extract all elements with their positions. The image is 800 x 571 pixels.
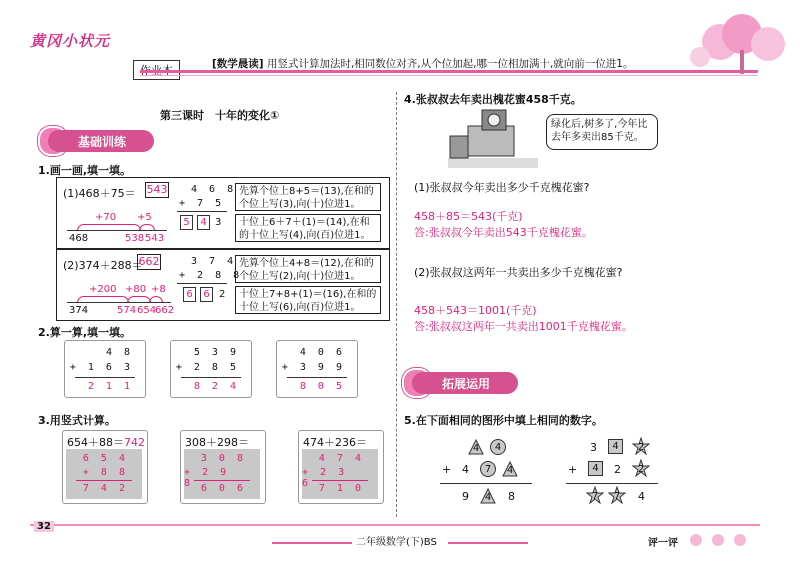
q5r-r1-sq: 4	[612, 441, 619, 452]
q3-expr: 654＋88＝	[67, 436, 124, 449]
q3-top: 6 5 4	[82, 453, 128, 464]
q5l-r1-tri: 4	[472, 443, 480, 454]
q2-add: + 3 9 9	[281, 362, 345, 373]
q3-top: 4 7 4	[318, 453, 364, 464]
q1b-line-end: 662	[155, 305, 175, 316]
q5r-r3-s1: 7	[591, 491, 599, 502]
q1a-line-mid: 538	[125, 233, 145, 244]
q5-left-puzzle	[440, 436, 540, 506]
q1b-r2: 6	[200, 287, 213, 302]
q1a-vert-top: 4 6 8	[191, 184, 237, 195]
q1a-expr: (1)468＋75＝	[63, 187, 136, 200]
q3-result: 6 0 6	[200, 483, 246, 494]
q1-title: 1.画一画,填一填。	[38, 164, 132, 177]
q4-sub2: (2)张叔叔这两年一共卖出多少千克槐花蜜?	[414, 266, 623, 279]
q3-result: 7 4 2	[82, 483, 128, 494]
footer-rule	[30, 524, 760, 526]
q1b-expr: (2)374＋288＝	[63, 259, 143, 272]
q1b-arc3-label: +8	[151, 284, 166, 295]
q1b-vert-top: 3 7 4	[191, 256, 237, 267]
q2-sum-line	[75, 377, 135, 378]
q3-expr-row	[67, 434, 145, 450]
q2-top: 4 8	[105, 347, 133, 358]
q3-card	[298, 430, 384, 504]
column-divider	[396, 92, 397, 517]
q5-right-puzzle	[566, 436, 666, 506]
footer-line-left	[272, 542, 352, 544]
q1b-box	[56, 249, 390, 321]
header-rule	[140, 70, 758, 73]
q1b-line-mid2: 654	[137, 305, 157, 316]
footer-center: 二年级数学(下)BS	[356, 537, 437, 548]
q3-expr: 474＋236＝	[303, 436, 367, 449]
q5r-r3-num: 4	[638, 490, 645, 503]
q2-sum-line	[287, 377, 347, 378]
q1a-number-line	[67, 230, 167, 231]
q5r-r3-s2: 7	[613, 491, 621, 502]
q3-answer: 742	[124, 436, 145, 449]
q5l-r2-num: 4	[462, 463, 469, 476]
q3-work-area	[66, 449, 142, 499]
q1b-note2: 十位上7+8+(1)＝(16),在和的十位上写(6),向(百)位进1。	[235, 286, 381, 314]
q2-title: 2.算一算,填一填。	[38, 326, 132, 339]
q1a-vert-line	[177, 211, 227, 212]
speech-bubble: 绿化后,树多了,今年比去年多卖出85千克。	[546, 114, 658, 150]
q5l-r2-tri: 4	[506, 465, 514, 476]
q3-sum-line	[312, 480, 368, 481]
q1a-r2: 4	[197, 215, 210, 230]
q1a-line-start: 468	[69, 233, 89, 244]
beekeeper-illustration-icon	[448, 106, 538, 170]
q2-card	[170, 340, 252, 398]
q3-add: + 8 8	[82, 467, 128, 478]
tree-decoration-icon	[680, 12, 790, 74]
footer-line-right	[448, 542, 528, 544]
q1a-r3: 3	[215, 217, 222, 228]
q3-result: 7 1 0	[318, 483, 364, 494]
q1a-note2: 十位上6＋7＋(1)＝(14),在和的十位上写(4),向(百)位进1。	[235, 214, 381, 242]
q1a-r1: 5	[180, 215, 193, 230]
q1a-arc1-label: +70	[95, 212, 117, 223]
section-tag: 拓展运用	[412, 372, 518, 394]
q5r-sum-line	[566, 483, 658, 484]
q5l-r2-plus: +	[442, 463, 452, 476]
q2-sum-line	[181, 377, 241, 378]
q1b-vert-add: + 2 8 8	[179, 270, 243, 281]
q3-work-area	[184, 449, 260, 499]
q1a-answer: 543	[146, 183, 168, 196]
q1b-arc1-label: +200	[89, 284, 117, 295]
q5l-r3-b: 8	[508, 490, 515, 503]
q2-card	[276, 340, 358, 398]
q5l-r1-circ: 4	[494, 442, 502, 453]
q5r-r2-num: 2	[614, 463, 621, 476]
q3-add: + 2 9 8	[184, 467, 230, 489]
q2-add: + 1 6 3	[69, 362, 133, 373]
q2-result: 8 2 4	[193, 381, 239, 392]
q3-top: 3 0 8	[200, 453, 246, 464]
q1b-vert-line	[177, 283, 227, 284]
brand-logo: 黄冈小状元	[30, 32, 111, 50]
q4-sub1-eq: 458＋85＝543(千克)	[414, 210, 523, 223]
q4-sub2-eq: 458＋543＝1001(千克)	[414, 304, 537, 317]
q3-sum-line	[194, 480, 250, 481]
page-number: 32	[34, 521, 54, 532]
q5r-r1-num: 3	[590, 441, 597, 454]
q5r-r2-star: 2	[637, 464, 645, 475]
footer-rating: 评一评	[648, 538, 678, 549]
q1a-box	[56, 177, 390, 249]
q1b-number-line	[67, 302, 171, 303]
header-rule-thin	[140, 75, 758, 76]
q1b-r3: 2	[219, 289, 226, 300]
reading-text: 用竖式计算加法时,相同数位对齐,从个位加起,哪一位相加满十,就向前一位进1。	[266, 58, 634, 70]
reading-tip	[212, 56, 633, 71]
q1b-r1: 6	[183, 287, 196, 302]
q2-top: 5 3 9	[193, 347, 239, 358]
q1b-line-mid1: 574	[117, 305, 137, 316]
q1a-vert-add: + 7 5	[179, 198, 225, 209]
q1b-note1: 先算个位上4+8＝(12),在和的个位上写(2),向(十)位进1。	[235, 255, 381, 283]
q4-sub1: (1)张叔叔今年卖出多少千克槐花蜜?	[414, 181, 590, 194]
q5l-r3-tri: 4	[484, 492, 492, 503]
q4-sub1-ans: 答:张叔叔今年卖出543千克槐花蜜。	[414, 226, 593, 239]
q1b-answer: 662	[138, 255, 160, 268]
q2-card	[64, 340, 146, 398]
q5l-r2-circ: 7	[484, 464, 492, 475]
q2-add: + 2 8 5	[175, 362, 239, 373]
q3-title: 3.用竖式计算。	[38, 414, 116, 427]
q2-top: 4 0 6	[299, 347, 345, 358]
q5r-r2-plus: +	[568, 463, 578, 476]
q1b-arc2-label: +80	[125, 284, 147, 295]
q2-result: 8 0 5	[299, 381, 345, 392]
lesson-title: 第三课时 十年的变化①	[160, 109, 280, 122]
q5l-sum-line	[440, 483, 532, 484]
section-tag: 基础训练	[48, 130, 154, 152]
q4-title: 4.张叔叔去年卖出槐花蜜458千克。	[404, 93, 582, 106]
q3-expr: 308＋298＝	[185, 436, 249, 449]
q5l-r3-a: 9	[462, 490, 469, 503]
q3-work-area	[302, 449, 378, 499]
q3-sum-line	[76, 480, 132, 481]
q1a-line-end: 543	[145, 233, 165, 244]
q3-card	[180, 430, 266, 504]
q3-card	[62, 430, 148, 504]
q1a-note1: 先算个位上8+5＝(13),在和的个位上写(3),向(十)位进1。	[235, 183, 381, 211]
q5r-r1-star: 2	[637, 442, 645, 453]
q1a-arc2-label: +5	[137, 212, 152, 223]
q1b-line-start: 374	[69, 305, 89, 316]
q4-sub2-ans: 答:张叔叔这两年一共卖出1001千克槐花蜜。	[414, 320, 633, 333]
reading-tag: [数学晨读]	[212, 58, 264, 70]
rating-faces-icon	[686, 532, 756, 548]
q5-title: 5.在下面相同的图形中填上相同的数字。	[404, 414, 603, 427]
q2-result: 2 1 1	[87, 381, 133, 392]
q5r-r2-sq: 4	[592, 463, 599, 474]
q3-add: + 2 3 6	[302, 467, 348, 489]
